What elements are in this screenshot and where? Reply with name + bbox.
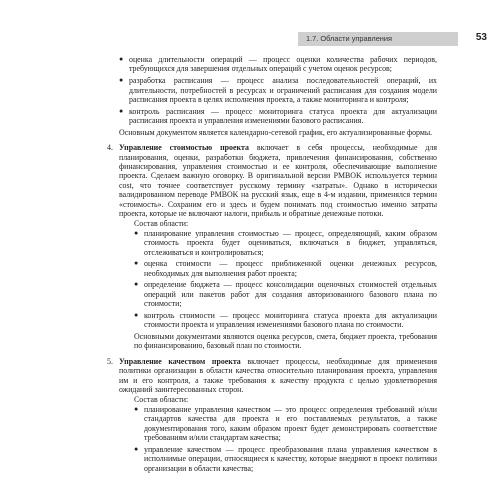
list-item: ● определение бюджета — процесс консолидации оценочных стоимостей отдельных операций или пакетов работ для создания авторизованного базового плана по стоимости; (134, 280, 437, 309)
bullet-icon: ● (134, 404, 139, 413)
bullet-icon: ● (119, 55, 124, 63)
list-item: ● разработка расписания — процесс анализа последовательностей операций, их длительности, потребностей в ресурсах и ограничений расписания для создания модели расписания проекта в целях исполнения проекта, а также мониторинга и контроля; (119, 76, 437, 104)
section-title: Управление качеством проекта (119, 356, 241, 366)
page-number: 53 (475, 32, 487, 43)
section-intro: Управление стоимостью проекта включает в себя процессы, необходимые для планирования, оценки, разработки бюджета, привлечения финансирования, собственно финансирования, управления стоимостью и ее контроля, обеспечивающие выполнение проекта. Сделаем важную оговорку. В оригинальной версии PMBOK используется термин cost, что точнее соответствует русскому термину «затраты». Однако в исторически валидированном переводе PMBOK на русский язык, еще в 4-м издании, применялся термин «стоимость». Сохраним его и здесь и будем понимать под стоимостью именно затраты проекта, которые не включают налоги, прибыль и обратные денежные потоки. (119, 143, 437, 218)
schedule-documents-text: Основным документом является календарно-сетевой график, его актуализированные формы. (119, 127, 433, 137)
cost-process-list (134, 229, 437, 330)
schedule-process-list (119, 55, 437, 125)
bullet-icon: ● (119, 76, 124, 85)
running-head: 1.7. Области управления (298, 32, 458, 46)
composition-label: Состав области: (134, 395, 189, 405)
bullet-icon: ● (134, 444, 139, 453)
section-title: Управление стоимостью проекта (119, 143, 249, 153)
list-item: ● контроль расписания — процесс мониторинга статуса проекта для актуализации расписания проекта и управления изменениями базового расписания. (119, 106, 437, 126)
section-quality-management (107, 357, 437, 395)
section-number: 4. (107, 143, 113, 153)
quality-process-list (134, 405, 437, 473)
bullet-icon: ● (134, 280, 139, 289)
list-item: ● оценка длительности операций — процесс оценки количества рабочих периодов, требующихся для завершения отдельных операций с учетом оценок ресурсов; (119, 55, 437, 74)
section-cost-management (107, 143, 437, 218)
list-item: ● планирование управления стоимостью — процесс, определяющий, каким образом стоимость проекта будет оцениваться, включаться в бюджет, управляться, отслеживаться и контролироваться; (134, 228, 437, 257)
list-item: ● оценка стоимости — процесс приближенной оценки денежных ресурсов, необходимых для выполнения работ проекта; (134, 259, 437, 278)
composition-label: Состав области: (134, 219, 189, 229)
cost-documents-text: Основными документами являются оценка ресурсов, смета, бюджет проекта, требования по финансированию, базовый план по стоимости. (134, 332, 437, 351)
bullet-icon: ● (134, 310, 139, 319)
list-item: ● контроль стоимости — процесс мониторинга статуса проекта для актуализации стоимости проекта и управления изменениями базового плана по стоимости. (134, 310, 437, 330)
list-item: ● управление качеством — процесс преобразования плана управления качеством в исполнимые операции, относящиеся к качеству, которые внедряют в проект политики организации в области качества; (134, 444, 437, 473)
section-number: 5. (107, 356, 113, 366)
section-intro: Управление качеством проекта включает процессы, необходимые для применения политики организации в области качества относительно планирования проекта, управления им и его контроля, а также требования к качеству продукта с целью удовлетворения ожиданий заинтересованных сторон. (119, 356, 437, 395)
page-body (107, 55, 437, 475)
bullet-icon: ● (134, 259, 139, 268)
list-item: ● планирование управления качеством — это процесс определения требований и/или стандартов качества для проекта и его поставляемых результатов, а также документирования того, каким образом проект будет демонстрировать соответствие требованиям и/или стандартам качества; (134, 404, 437, 443)
bullet-icon: ● (119, 106, 124, 115)
bullet-icon: ● (134, 228, 139, 237)
